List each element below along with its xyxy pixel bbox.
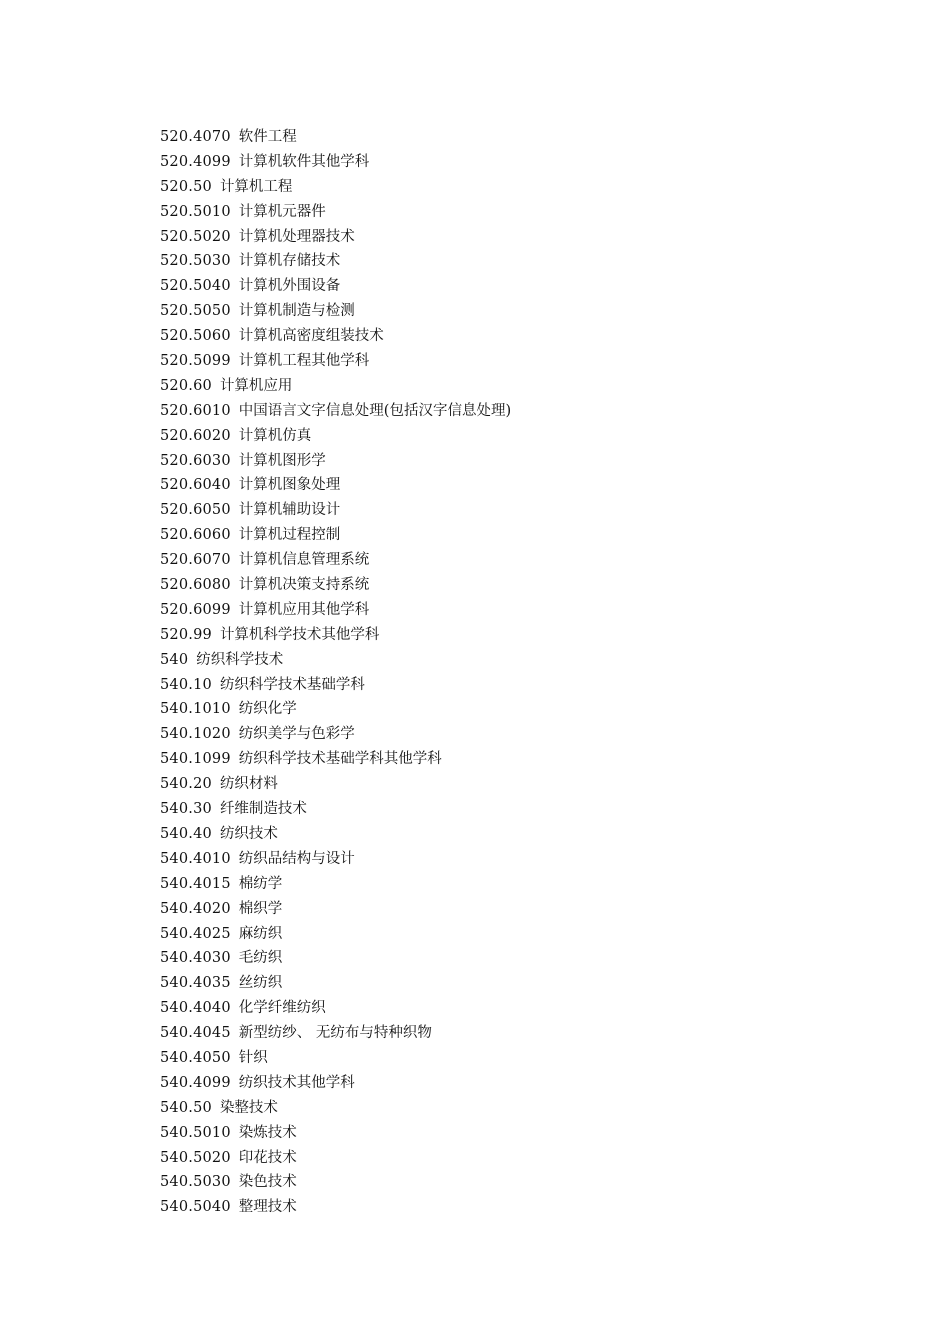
discipline-code: 540.50 bbox=[160, 1099, 212, 1116]
discipline-code: 520.5030 bbox=[160, 253, 231, 270]
list-item bbox=[160, 449, 511, 474]
list-item bbox=[160, 200, 511, 225]
discipline-code: 520.5050 bbox=[160, 303, 231, 320]
discipline-name: 计算机信息管理系统 bbox=[238, 552, 370, 569]
discipline-name: 纺织美学与色彩学 bbox=[238, 726, 355, 743]
list-item bbox=[160, 623, 511, 648]
list-item bbox=[160, 1146, 511, 1171]
discipline-code: 520.5099 bbox=[160, 353, 231, 370]
discipline-code: 520.5020 bbox=[160, 228, 231, 245]
discipline-name: 棉纺学 bbox=[238, 875, 283, 892]
list-item bbox=[160, 274, 511, 299]
discipline-code: 540.4099 bbox=[160, 1074, 231, 1091]
list-item bbox=[160, 349, 511, 374]
discipline-name: 麻纺织 bbox=[238, 925, 283, 942]
discipline-name: 丝纺织 bbox=[238, 975, 283, 992]
list-item bbox=[160, 424, 511, 449]
discipline-code: 540.20 bbox=[160, 776, 212, 793]
list-item bbox=[160, 225, 511, 250]
discipline-name: 计算机过程控制 bbox=[238, 527, 341, 544]
list-item bbox=[160, 523, 511, 548]
list-item bbox=[160, 1046, 511, 1071]
discipline-name: 毛纺织 bbox=[238, 950, 283, 967]
list-item bbox=[160, 922, 511, 947]
list-item bbox=[160, 175, 511, 200]
discipline-code: 540.4050 bbox=[160, 1049, 231, 1066]
discipline-code: 520.60 bbox=[160, 377, 212, 394]
discipline-code: 540.5020 bbox=[160, 1149, 231, 1166]
list-item bbox=[160, 374, 511, 399]
discipline-name: 计算机仿真 bbox=[238, 427, 312, 444]
discipline-code: 540.4015 bbox=[160, 875, 231, 892]
discipline-code-list bbox=[160, 125, 511, 1220]
discipline-name: 棉织学 bbox=[238, 900, 283, 917]
discipline-name: 计算机处理器技术 bbox=[238, 228, 355, 245]
discipline-name: 纺织技术其他学科 bbox=[238, 1074, 355, 1091]
discipline-name: 计算机科学技术其他学科 bbox=[219, 626, 380, 643]
discipline-code: 540.10 bbox=[160, 676, 212, 693]
discipline-name: 新型纺纱、 无纺布与特种织物 bbox=[238, 1025, 432, 1042]
list-item bbox=[160, 548, 511, 573]
list-item bbox=[160, 872, 511, 897]
discipline-name: 纺织科学技术基础学科 bbox=[219, 676, 365, 693]
discipline-code: 540.1010 bbox=[160, 701, 231, 718]
list-item bbox=[160, 399, 511, 424]
discipline-code: 520.6060 bbox=[160, 527, 231, 544]
list-item bbox=[160, 150, 511, 175]
discipline-code: 520.50 bbox=[160, 178, 212, 195]
discipline-code: 540.1099 bbox=[160, 751, 231, 768]
discipline-code: 520.99 bbox=[160, 626, 212, 643]
list-item bbox=[160, 125, 511, 150]
discipline-name: 化学纤维纺织 bbox=[238, 1000, 326, 1017]
discipline-code: 540.4030 bbox=[160, 950, 231, 967]
discipline-name: 计算机图形学 bbox=[238, 452, 326, 469]
discipline-name: 计算机软件其他学科 bbox=[238, 153, 370, 170]
discipline-code: 520.6020 bbox=[160, 427, 231, 444]
list-item bbox=[160, 324, 511, 349]
discipline-name: 中国语言文字信息处理(包括汉字信息处理) bbox=[238, 402, 512, 419]
discipline-name: 纺织材料 bbox=[219, 776, 278, 793]
discipline-name: 纤维制造技术 bbox=[219, 801, 307, 818]
discipline-code: 540.4045 bbox=[160, 1025, 231, 1042]
discipline-code: 520.6050 bbox=[160, 502, 231, 519]
discipline-code: 540.5040 bbox=[160, 1199, 231, 1216]
list-item bbox=[160, 573, 511, 598]
list-item bbox=[160, 1071, 511, 1096]
discipline-code: 540.5010 bbox=[160, 1124, 231, 1141]
discipline-name: 计算机工程其他学科 bbox=[238, 353, 370, 370]
list-item bbox=[160, 498, 511, 523]
discipline-code: 540.5030 bbox=[160, 1174, 231, 1191]
list-item bbox=[160, 473, 511, 498]
discipline-name: 针织 bbox=[238, 1049, 268, 1066]
discipline-code: 540.1020 bbox=[160, 726, 231, 743]
list-item bbox=[160, 747, 511, 772]
discipline-name: 计算机决策支持系统 bbox=[238, 577, 370, 594]
discipline-name: 计算机外围设备 bbox=[238, 278, 341, 295]
discipline-code: 540.4010 bbox=[160, 850, 231, 867]
discipline-name: 染炼技术 bbox=[238, 1124, 297, 1141]
list-item bbox=[160, 722, 511, 747]
discipline-name: 计算机应用 bbox=[219, 377, 293, 394]
list-item bbox=[160, 1096, 511, 1121]
discipline-name: 染色技术 bbox=[238, 1174, 297, 1191]
list-item bbox=[160, 697, 511, 722]
discipline-code: 540 bbox=[160, 651, 189, 668]
discipline-code: 540.4025 bbox=[160, 925, 231, 942]
list-item bbox=[160, 822, 511, 847]
discipline-name: 整理技术 bbox=[238, 1199, 297, 1216]
list-item bbox=[160, 797, 511, 822]
discipline-name: 计算机图象处理 bbox=[238, 477, 341, 494]
discipline-code: 520.6070 bbox=[160, 552, 231, 569]
list-item bbox=[160, 996, 511, 1021]
discipline-name: 计算机元器件 bbox=[238, 203, 326, 220]
list-item bbox=[160, 249, 511, 274]
list-item bbox=[160, 648, 511, 673]
discipline-code: 540.4035 bbox=[160, 975, 231, 992]
list-item bbox=[160, 897, 511, 922]
discipline-name: 计算机辅助设计 bbox=[238, 502, 341, 519]
discipline-code: 540.40 bbox=[160, 825, 212, 842]
discipline-name: 纺织化学 bbox=[238, 701, 297, 718]
discipline-code: 520.6040 bbox=[160, 477, 231, 494]
discipline-name: 计算机应用其他学科 bbox=[238, 601, 370, 618]
discipline-name: 计算机高密度组装技术 bbox=[238, 328, 384, 345]
list-item bbox=[160, 1170, 511, 1195]
discipline-code: 520.6010 bbox=[160, 402, 231, 419]
discipline-name: 纺织技术 bbox=[219, 825, 278, 842]
list-item bbox=[160, 772, 511, 797]
discipline-code: 520.5010 bbox=[160, 203, 231, 220]
list-item bbox=[160, 1021, 511, 1046]
list-item bbox=[160, 971, 511, 996]
discipline-code: 520.4099 bbox=[160, 153, 231, 170]
discipline-name: 纺织科学技术基础学科其他学科 bbox=[238, 751, 442, 768]
discipline-code: 540.30 bbox=[160, 801, 212, 818]
discipline-code: 520.6099 bbox=[160, 601, 231, 618]
list-item bbox=[160, 673, 511, 698]
list-item bbox=[160, 847, 511, 872]
list-item bbox=[160, 1121, 511, 1146]
list-item bbox=[160, 1195, 511, 1220]
discipline-name: 软件工程 bbox=[238, 129, 297, 145]
discipline-name: 计算机存储技术 bbox=[238, 253, 341, 270]
discipline-name: 染整技术 bbox=[219, 1099, 278, 1116]
discipline-code: 520.6030 bbox=[160, 452, 231, 469]
discipline-name: 纺织品结构与设计 bbox=[238, 850, 355, 867]
list-item bbox=[160, 598, 511, 623]
discipline-code: 520.4070 bbox=[160, 129, 231, 145]
discipline-code: 520.6080 bbox=[160, 577, 231, 594]
discipline-code: 520.5040 bbox=[160, 278, 231, 295]
list-item bbox=[160, 299, 511, 324]
discipline-name: 计算机制造与检测 bbox=[238, 303, 355, 320]
discipline-code: 520.5060 bbox=[160, 328, 231, 345]
discipline-name: 纺织科学技术 bbox=[196, 651, 284, 668]
discipline-code: 540.4020 bbox=[160, 900, 231, 917]
discipline-name: 印花技术 bbox=[238, 1149, 297, 1166]
discipline-name: 计算机工程 bbox=[219, 178, 293, 195]
discipline-code: 540.4040 bbox=[160, 1000, 231, 1017]
list-item bbox=[160, 946, 511, 971]
